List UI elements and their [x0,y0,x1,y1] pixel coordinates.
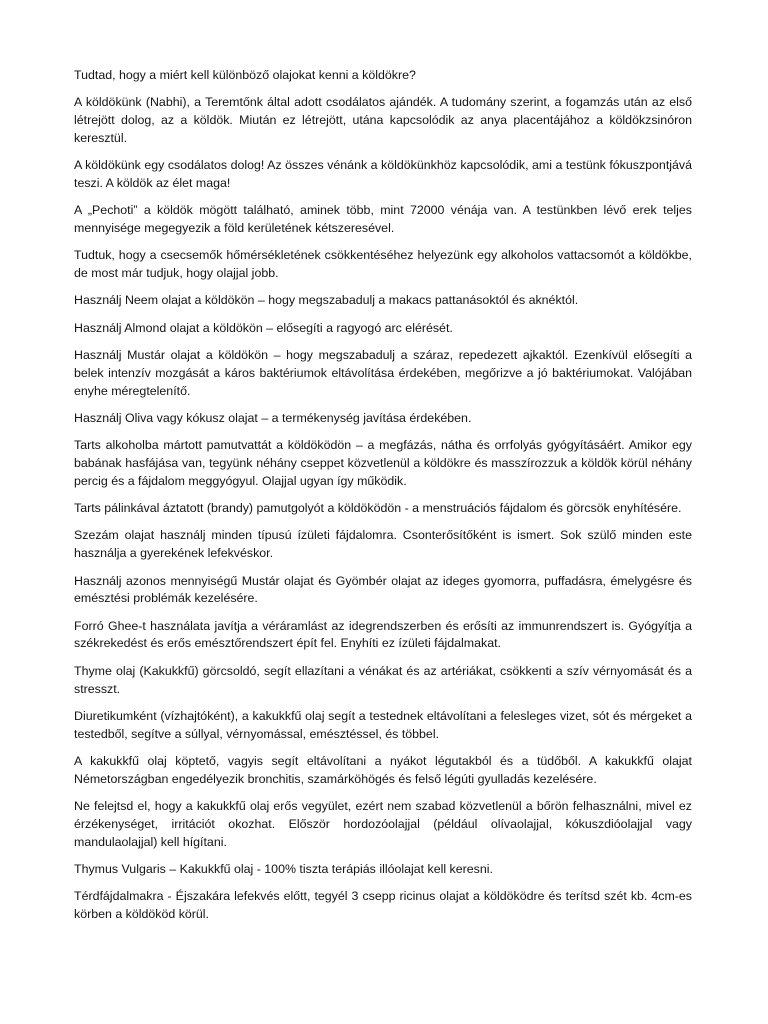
document-title-question: Tudtad, hogy a miért kell különböző olajokat kenni a köldökre? [74,68,416,82]
paragraph-thymus-vulgaris: Thymus Vulgaris – Kakukkfű olaj - 100% tiszta terápiás illóolajat kell keresni. [74,861,493,876]
paragraph-mustard-oil: Használj Mustár olajat a köldökön – hogy megszabadulj a száraz, repedezett ajkaktól. Ezenkívül elősegíti a belek intenzív mozgását a káros baktériumok eltávolítása érdekében, megőrizve a jó baktériumokat. Valójában enyhe méregtelenítő. [74,348,692,398]
paragraph-almond-oil: Használj Almond olajat a köldökön – elősegíti a ragyogó arc elérését. [74,320,453,335]
paragraph-expectorant: A kakukkfű olaj köptető, vagyis segít eltávolítani a nyákot légutakból és a tüdőből. A kakukkfű olajat Németországban engedélyezik bronchitis, szamárköhögés és felső légúti gyulladás kezelésére. [74,753,692,786]
paragraph-pechoti: A „Pechoti” a köldök mögött található, aminek több, mint 72000 vénája van. A testünkben lévő erek teljes mennyisége megegyezik a föld kerületének kétszeresével. [74,203,692,236]
document-page [74,67,692,933]
paragraph-thyme-oil: Thyme olaj (Kakukkfű) görcsoldó, segít ellazítani a vénákat és az artériákat, csökkenti a szív vérnyomását és a stresszt. [74,663,692,696]
paragraph-knee-pain: Térdfájdalmakra - Éjszakára lefekvés előtt, tegyél 3 csepp ricinus olajat a köldöködre és terítsd szét kb. 4cm-es körben a köldököd körül. [74,889,692,921]
paragraph-diuretic: Diuretikumként (vízhajtóként), a kakukkfű olaj segít a testednek eltávolítani a felesleges vizet, sót és mérgeket a testedből, segítve a súllyal, vérnyomással, emésztéssel, és többel. [74,708,692,741]
paragraph-infant-temperature: Tudtuk, hogy a csecsemők hőmérsékletének csökkentéséhez helyezünk egy alkoholos vattacsomót a köldökbe, de most már tudjuk, hogy olajjal jobb. [74,248,692,281]
paragraph-ghee: Forró Ghee-t használata javítja a véráramlást az idegrendszerben és erősíti az immunrendszert is. Gyógyítja a székrekedést és erős emésztőrendszert épít fel. Enyhíti ez ízületi fájdalmakat. [74,618,692,651]
paragraph-brandy-cotton: Tarts pálinkával áztatott (brandy) pamutgolyót a köldöködön - a menstruációs fájdalom és görcsök enyhítésére. [74,501,682,516]
paragraph-alcohol-cotton: Tarts alkoholba mártott pamutvattát a köldöködön – a megfázás, nátha és orrfolyás gyógyításáért. Amikor egy babának hasfájása van, tegyünk néhány cseppet közvetlenül a köldökre és masszírozzuk a köldök körül néhány percig és a fájdalom meggyógyul. Olajjal ugyan így működik. [74,438,692,488]
paragraph-mustard-ginger: Használj azonos mennyiségű Mustár olajat és Gyömbér olajat az ideges gyomorra, puffadásra, émelygésre és emésztési problémák kezelésére. [74,573,692,606]
paragraph-navel-focus: A köldökünk egy csodálatos dolog! Az összes vénánk a köldökünkhöz kapcsolódik, ami a testünk fókuszpontjává teszi. A köldök az élet maga! [74,158,692,190]
paragraph-olive-coconut-oil: Használj Oliva vagy kókusz olajat – a termékenység javítása érdekében. [74,410,472,425]
paragraph-neem-oil: Használj Neem olajat a köldökön – hogy megszabadulj a makacs pattanásoktól és aknéktól. [74,293,579,308]
paragraph-nabhi-intro: A köldökünk (Nabhi), a Teremtőnk által adott csodálatos ajándék. A tudomány szerint, a fogamzás után az első létrejött dolog, az a köldök. Miután ez létrejött, utána kapcsolódik az anya placentájához a köldökzsinóron keresztül. [74,95,692,145]
paragraph-dilution-warning: Ne felejtsd el, hogy a kakukkfű olaj erős vegyület, ezért nem szabad közvetlenül a bőrön felhasználni, mivel ez érzékenységet, irritációt okozhat. Először hordozóolajjal (például olívaolajjal, kókuszdióolajjal vagy mandulaolajjal) kell hígítani. [74,799,692,849]
paragraph-sesame-oil: Szezám olajat használj minden típusú ízületi fájdalomra. Csonterősítőként is ismert. Sok szülő minden este használja a gyerekének lefekvéskor. [74,528,692,561]
